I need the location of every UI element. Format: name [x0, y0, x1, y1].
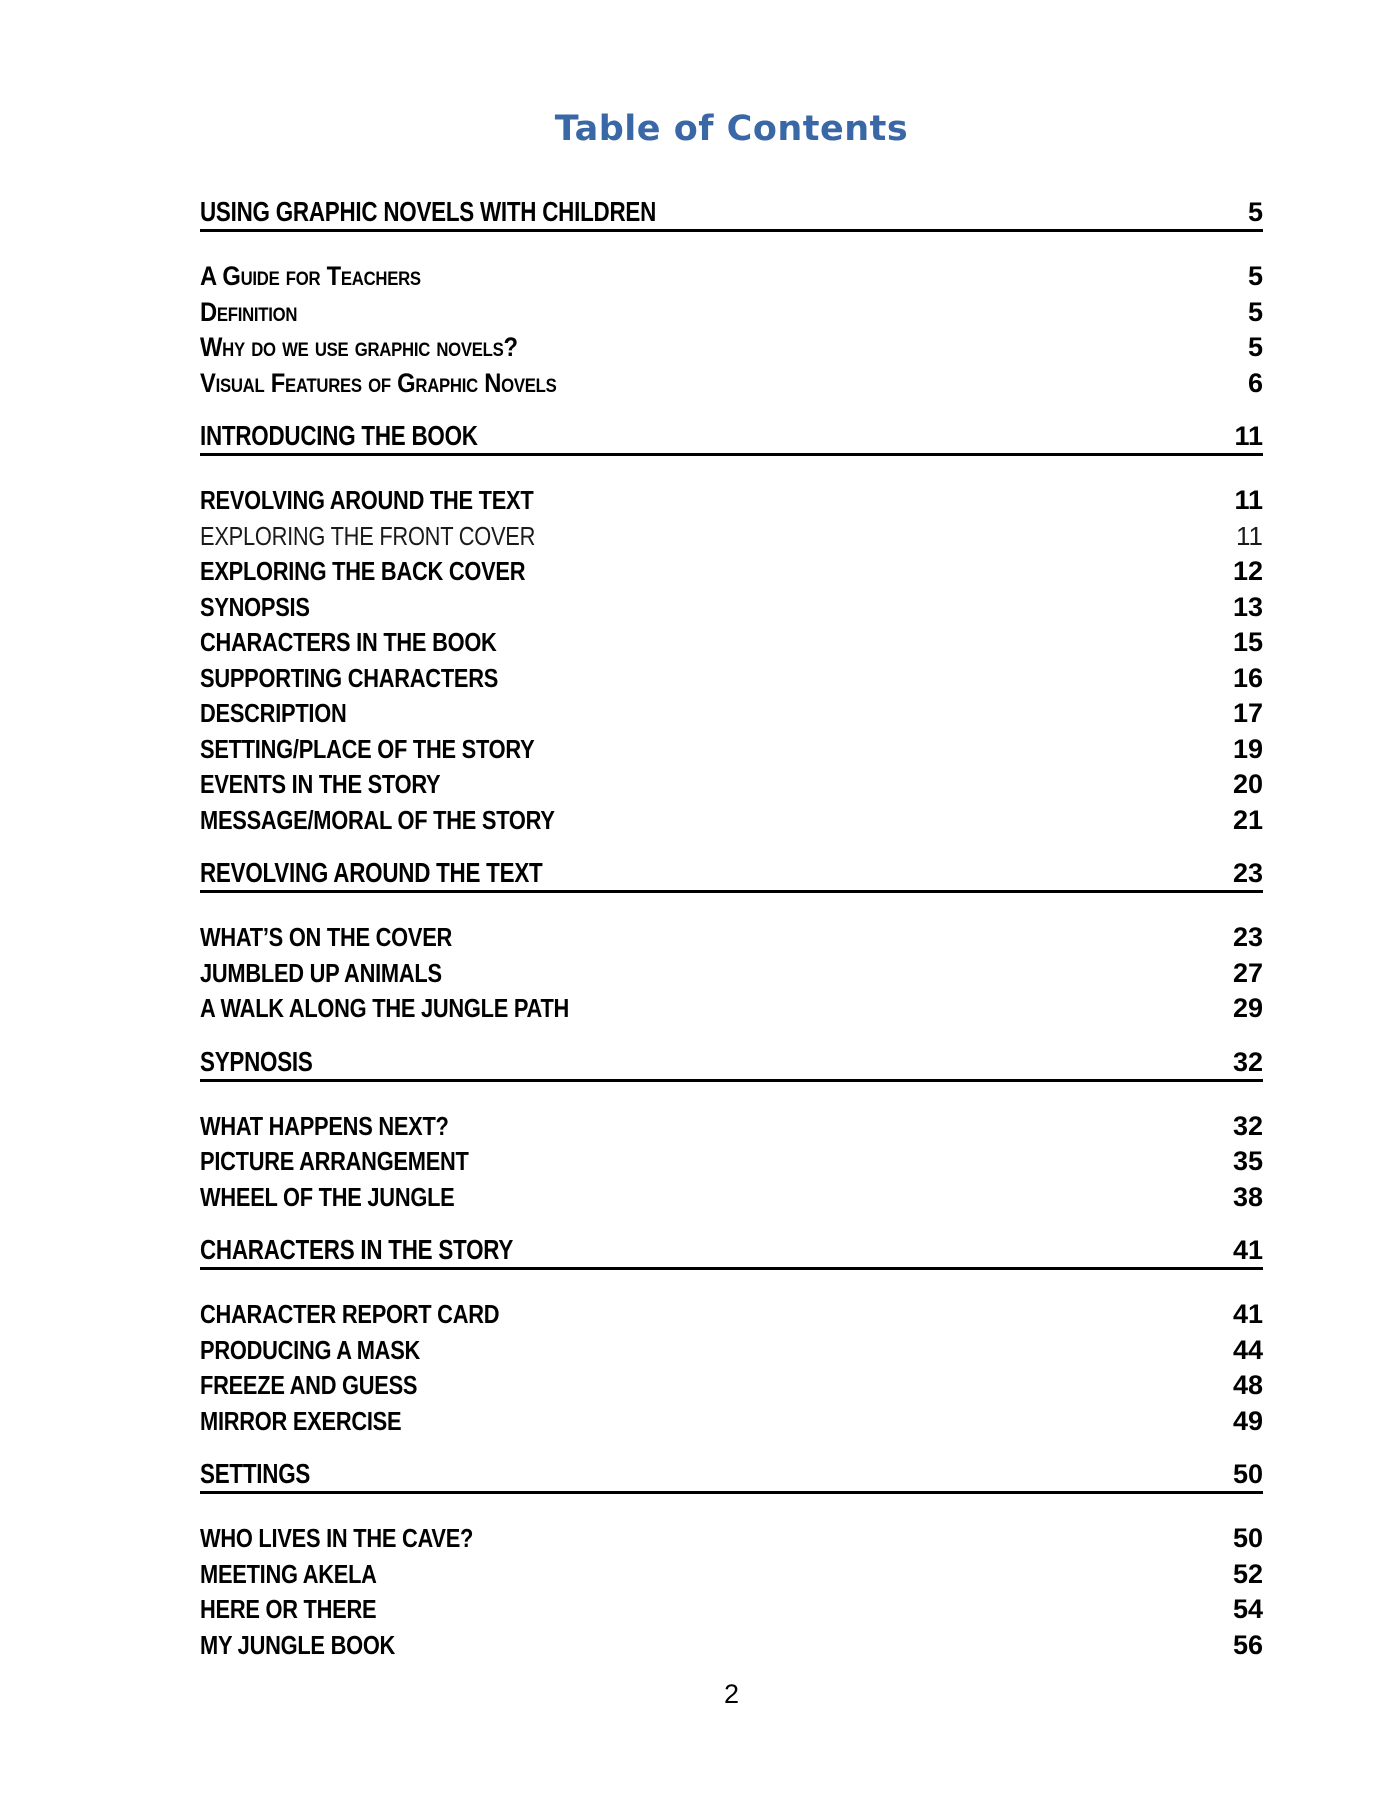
toc-heading-label: REVOLVING AROUND THE TEXT	[200, 857, 543, 888]
toc-entry-page-number: 38	[1232, 1181, 1263, 1212]
toc-heading-page-number: 5	[1247, 197, 1263, 227]
toc-entry-label: EXPLORING THE FRONT COVER	[200, 520, 536, 551]
toc-entry-label: Why do we use graphic novels?	[200, 332, 518, 362]
toc-section-heading[interactable]	[200, 1457, 1263, 1494]
toc-entry-page-number: 35	[1232, 1146, 1263, 1176]
toc-entry-page-number: 44	[1232, 1334, 1263, 1365]
toc-entry-page-number: 49	[1232, 1405, 1263, 1436]
footer-page-number: 2	[723, 1679, 740, 1709]
toc-entry-page-number: 52	[1232, 1558, 1263, 1589]
toc-entry-page-number: 11	[1234, 485, 1263, 515]
toc-entry[interactable]	[200, 696, 1263, 732]
toc-entry[interactable]	[200, 366, 1263, 402]
toc-section-heading[interactable]	[200, 419, 1263, 456]
toc-entry-label: SYNOPSIS	[200, 591, 310, 622]
toc-entry-page-number: 15	[1232, 627, 1263, 657]
toc-entry-label: WHO LIVES IN THE CAVE?	[200, 1523, 474, 1553]
toc-entry-page-number: 32	[1232, 1110, 1263, 1141]
toc-entry-page-number: 5	[1247, 332, 1263, 362]
toc-heading-label: CHARACTERS IN THE STORY	[200, 1234, 514, 1265]
toc-entry-label: EXPLORING THE BACK COVER	[200, 556, 526, 586]
toc-heading-label: SYPNOSIS	[200, 1045, 313, 1077]
toc-entry-page-number: 5	[1247, 261, 1263, 291]
toc-entry-page-number: 11	[1236, 520, 1263, 551]
toc-entry-page-number: 23	[1232, 922, 1263, 952]
toc-entry[interactable]	[200, 661, 1263, 697]
toc-heading-page-number: 41	[1232, 1235, 1263, 1265]
toc-entry-page-number: 29	[1232, 993, 1263, 1023]
toc-entry[interactable]	[200, 483, 1263, 519]
toc-entry-label: A WALK ALONG THE JUNGLE PATH	[200, 993, 570, 1023]
toc-entry[interactable]	[200, 1521, 1263, 1557]
toc-entry[interactable]	[200, 991, 1263, 1027]
toc-entry-page-number: 54	[1232, 1594, 1263, 1624]
toc-entry[interactable]	[200, 554, 1263, 590]
toc-entry[interactable]	[200, 1368, 1263, 1404]
toc-entry-page-number: 13	[1232, 591, 1263, 622]
toc-entry-label: REVOLVING AROUND THE TEXT	[200, 485, 534, 515]
toc-entry-label: MESSAGE/MORAL OF THE STORY	[200, 804, 555, 835]
toc-entry[interactable]	[200, 803, 1263, 839]
toc-heading-label: USING GRAPHIC NOVELS WITH CHILDREN	[200, 196, 657, 227]
toc-entry[interactable]	[200, 1404, 1263, 1440]
toc-entry-page-number: 27	[1232, 957, 1263, 988]
toc-entry-label: CHARACTERS IN THE BOOK	[200, 627, 497, 657]
toc-heading-page-number: 32	[1232, 1046, 1263, 1077]
toc-entry-page-number: 16	[1232, 662, 1263, 693]
toc-entry[interactable]	[200, 956, 1263, 992]
toc-entry[interactable]	[200, 625, 1263, 661]
toc-section-heading[interactable]	[200, 1045, 1263, 1082]
toc-entry-label: Visual Features of Graphic Novels	[200, 367, 557, 398]
toc-entry[interactable]	[200, 330, 1263, 366]
toc-entry-page-number: 6	[1247, 367, 1263, 398]
toc-entry-page-number: 20	[1232, 769, 1263, 799]
toc-entry-label: JUMBLED UP ANIMALS	[200, 957, 442, 988]
table-of-contents	[200, 195, 1263, 1663]
toc-section-heading[interactable]	[200, 856, 1263, 893]
toc-entry-label: SETTING/PLACE OF THE STORY	[200, 733, 535, 764]
toc-entry-label: WHEEL OF THE JUNGLE	[200, 1181, 455, 1212]
toc-entry[interactable]	[200, 1297, 1263, 1333]
toc-entry-page-number: 41	[1232, 1299, 1263, 1329]
toc-entry-label: MIRROR EXERCISE	[200, 1405, 402, 1436]
toc-entry-page-number: 48	[1232, 1370, 1263, 1400]
toc-entry-label: Definition	[200, 296, 298, 327]
toc-entry-label: MEETING AKELA	[200, 1558, 377, 1589]
toc-entry-page-number: 19	[1232, 733, 1263, 764]
toc-entry[interactable]	[200, 259, 1263, 295]
toc-entry-label: FREEZE AND GUESS	[200, 1370, 418, 1400]
toc-entry-label: MY JUNGLE BOOK	[200, 1629, 396, 1660]
toc-heading-label: INTRODUCING THE BOOK	[200, 420, 478, 451]
toc-entry[interactable]	[200, 1333, 1263, 1369]
toc-entry[interactable]	[200, 732, 1263, 768]
toc-heading-label: SETTINGS	[200, 1458, 311, 1489]
toc-heading-page-number: 50	[1232, 1459, 1263, 1489]
toc-entry[interactable]	[200, 1557, 1263, 1593]
toc-entry[interactable]	[200, 1592, 1263, 1628]
toc-entry-label: PICTURE ARRANGEMENT	[200, 1146, 469, 1176]
toc-entry-page-number: 50	[1232, 1523, 1263, 1553]
document-page	[200, 0, 1263, 1800]
toc-heading-page-number: 23	[1232, 858, 1263, 888]
toc-section-heading[interactable]	[200, 1233, 1263, 1270]
toc-entry-label: A Guide for Teachers	[200, 261, 421, 291]
toc-entry[interactable]	[200, 767, 1263, 803]
toc-entry[interactable]	[200, 1180, 1263, 1216]
toc-entry-page-number: 5	[1247, 296, 1263, 327]
toc-entry-label: DESCRIPTION	[200, 698, 347, 728]
toc-section-heading[interactable]	[200, 195, 1263, 232]
toc-entry-label: HERE OR THERE	[200, 1594, 377, 1624]
toc-entry[interactable]	[200, 1628, 1263, 1664]
toc-entry-label: CHARACTER REPORT CARD	[200, 1299, 500, 1329]
toc-entry-page-number: 21	[1232, 804, 1263, 835]
toc-entry[interactable]	[200, 590, 1263, 626]
toc-entry[interactable]	[200, 920, 1263, 956]
toc-entry-label: EVENTS IN THE STORY	[200, 769, 441, 799]
toc-entry-label: WHAT’S ON THE COVER	[200, 922, 453, 952]
page-title: Table of Contents	[554, 109, 909, 149]
toc-entry[interactable]	[200, 1144, 1263, 1180]
toc-entry-label: SUPPORTING CHARACTERS	[200, 662, 499, 693]
toc-entry[interactable]	[200, 519, 1263, 555]
toc-entry-page-number: 56	[1232, 1629, 1263, 1660]
toc-entry-page-number: 17	[1232, 698, 1263, 728]
toc-heading-page-number: 11	[1234, 421, 1263, 451]
toc-entry[interactable]	[200, 295, 1263, 331]
toc-entry-label: PRODUCING A MASK	[200, 1334, 421, 1365]
toc-entry-label: WHAT HAPPENS NEXT?	[200, 1110, 449, 1141]
toc-entry[interactable]	[200, 1109, 1263, 1145]
toc-entry-page-number: 12	[1232, 556, 1263, 586]
